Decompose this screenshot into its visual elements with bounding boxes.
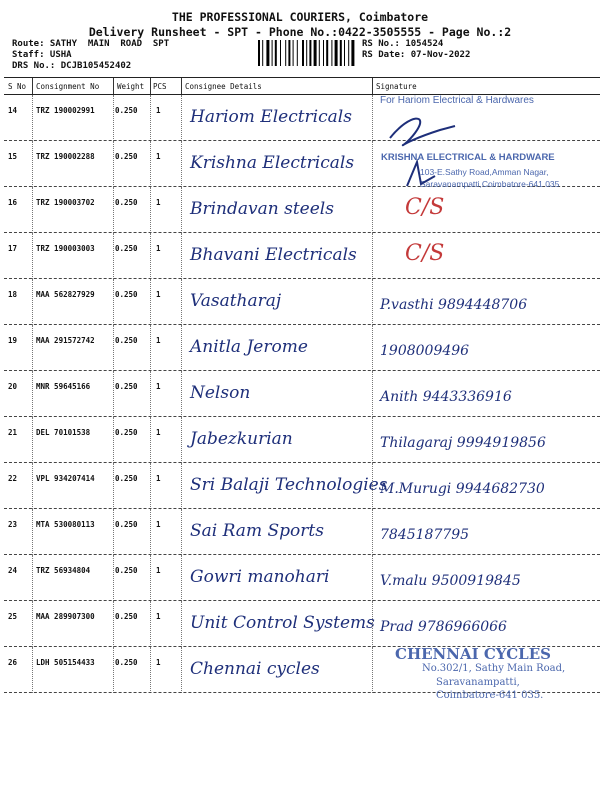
row-divider [181, 141, 182, 187]
signature-scribble [380, 108, 460, 148]
row-consignee: Sai Ram Sports [190, 521, 324, 541]
row-divider [32, 509, 33, 555]
col-divider [32, 78, 33, 94]
row-divider [150, 233, 151, 279]
row-divider [181, 233, 182, 279]
row-divider [32, 279, 33, 325]
row-divider [32, 187, 33, 233]
row-sno: 17 [8, 244, 18, 253]
row-pcs: 1 [156, 290, 161, 299]
row-consignment-no: VPL 934207414 [36, 474, 95, 483]
row-divider [181, 509, 182, 555]
table-row [0, 325, 600, 371]
col-divider [113, 78, 114, 94]
row-divider [372, 233, 373, 279]
row-pcs: 1 [156, 198, 161, 207]
row-pcs: 1 [156, 428, 161, 437]
row-consignee: Bhavani Electricals [190, 245, 357, 265]
row-signature: P.vasthi 9894448706 [380, 297, 528, 313]
table-row [0, 233, 600, 279]
krishna-stamp-address: Saravanampatti,Coimbatore-641 035 [420, 179, 560, 189]
col-sno-header: S No [8, 82, 27, 91]
row-pcs: 1 [156, 382, 161, 391]
row-sno: 23 [8, 520, 18, 529]
row-weight: 0.250 [115, 290, 138, 299]
row-consignee: Vasatharaj [190, 291, 282, 311]
row-consignment-no: MNR 59645166 [36, 382, 91, 391]
row-divider [181, 325, 182, 371]
row-pcs: 1 [156, 520, 161, 529]
row-weight: 0.250 [115, 566, 138, 575]
row-consignment-no: MAA 291572742 [36, 336, 95, 345]
row-divider [372, 555, 373, 601]
row-consignment-no: DEL 70101538 [36, 428, 91, 437]
company-heading: THE PROFESSIONAL COURIERS, Coimbatore [171, 10, 429, 24]
row-pcs: 1 [156, 566, 161, 575]
row-divider [372, 647, 373, 693]
row-divider [32, 233, 33, 279]
row-divider [32, 95, 33, 141]
barcode-bar [288, 40, 290, 66]
row-weight: 0.250 [115, 198, 138, 207]
row-sno: 14 [8, 106, 18, 115]
row-consignee: Chennai cycles [190, 659, 320, 679]
row-sno: 19 [8, 336, 18, 345]
row-divider [32, 325, 33, 371]
chennai-stamp-name: CHENNAI CYCLES [395, 645, 551, 663]
row-divider [181, 187, 182, 233]
row-divider [150, 141, 151, 187]
row-divider [32, 463, 33, 509]
row-divider [113, 187, 114, 233]
chennai-stamp-address: No.302/1, Sathy Main Road, [422, 663, 566, 674]
row-signature: C/S [405, 241, 445, 266]
row-consignee: Brindavan steels [190, 199, 334, 219]
row-signature: Thilagaraj 9994919856 [380, 435, 546, 451]
row-divider [113, 463, 114, 509]
row-sno: 21 [8, 428, 18, 437]
row-divider [181, 463, 182, 509]
barcode-bar [258, 40, 260, 66]
row-divider [113, 141, 114, 187]
row-pcs: 1 [156, 244, 161, 253]
row-sno: 16 [8, 198, 18, 207]
row-consignee: Unit Control Systems [190, 613, 375, 633]
row-consignment-no: MAA 562827929 [36, 290, 95, 299]
row-divider [150, 463, 151, 509]
row-divider [32, 141, 33, 187]
krishna-stamp-address: 103-E.Sathy Road,Amman Nagar, [420, 167, 549, 177]
row-weight: 0.250 [115, 520, 138, 529]
col-pcs-header: PCS [153, 82, 167, 91]
barcode-bar [306, 40, 307, 66]
barcode-bar [323, 40, 324, 66]
row-consignee: Jabezkurian [190, 429, 293, 449]
col-divider [372, 78, 373, 94]
row-sno: 20 [8, 382, 18, 391]
hariom-stamp: For Hariom Electrical & Hardwares [380, 95, 534, 106]
row-weight: 0.250 [115, 428, 138, 437]
row-weight: 0.250 [115, 658, 138, 667]
row-weight: 0.250 [115, 244, 138, 253]
row-divider [113, 279, 114, 325]
row-pcs: 1 [156, 336, 161, 345]
row-weight: 0.250 [115, 474, 138, 483]
row-divider [113, 601, 114, 647]
row-consignment-no: TRZ 190002288 [36, 152, 95, 161]
row-sno: 24 [8, 566, 18, 575]
header-rule [4, 77, 600, 78]
row-pcs: 1 [156, 152, 161, 161]
row-weight: 0.250 [115, 336, 138, 345]
row-consignee: Sri Balaji Technologies [190, 475, 388, 495]
row-divider [32, 601, 33, 647]
row-divider [372, 417, 373, 463]
row-divider [372, 601, 373, 647]
row-weight: 0.250 [115, 612, 138, 621]
row-divider [32, 555, 33, 601]
table-row [0, 601, 600, 647]
row-pcs: 1 [156, 658, 161, 667]
row-divider [113, 233, 114, 279]
row-sno: 25 [8, 612, 18, 621]
row-divider [181, 601, 182, 647]
row-divider [113, 509, 114, 555]
row-divider [113, 647, 114, 693]
row-consignee: Anitla Jerome [190, 337, 308, 357]
row-consignment-no: TRZ 190002991 [36, 106, 95, 115]
row-weight: 0.250 [115, 382, 138, 391]
barcode-bar [340, 40, 342, 66]
row-divider [372, 463, 373, 509]
row-divider [113, 371, 114, 417]
row-divider [181, 95, 182, 141]
row-divider [150, 647, 151, 693]
row-divider [113, 325, 114, 371]
krishna-stamp-name: KRISHNA ELECTRICAL & HARDWARE [381, 152, 555, 163]
barcode-bar [309, 40, 311, 66]
row-consignment-no: MAA 289907300 [36, 612, 95, 621]
col-signature-header: Signature [376, 82, 417, 91]
barcode-bar [319, 40, 320, 66]
row-consignment-no: TRZ 56934804 [36, 566, 91, 575]
row-consignment-no: TRZ 190003702 [36, 198, 95, 207]
barcode-bar [302, 40, 304, 66]
row-pcs: 1 [156, 106, 161, 115]
row-divider [372, 95, 373, 141]
row-divider [181, 279, 182, 325]
table-row [0, 417, 600, 463]
row-divider [150, 95, 151, 141]
row-sno: 22 [8, 474, 18, 483]
row-divider [150, 279, 151, 325]
row-signature: 1908009496 [380, 343, 470, 359]
row-divider [181, 417, 182, 463]
table-row [0, 555, 600, 601]
col-divider [150, 78, 151, 94]
row-signature: V.malu 9500919845 [380, 573, 521, 589]
staff-label: Staff: USHA [12, 50, 72, 60]
row-pcs: 1 [156, 612, 161, 621]
row-signature: C/S [405, 195, 445, 220]
barcode-bar [351, 40, 354, 66]
barcode-bar [272, 40, 273, 66]
barcode-bar [266, 40, 269, 66]
row-signature: 7845187795 [380, 527, 470, 543]
row-divider [150, 509, 151, 555]
row-divider [372, 509, 373, 555]
row-divider [113, 95, 114, 141]
row-weight: 0.250 [115, 152, 138, 161]
chennai-stamp-address: Coimbatore-641 035. [436, 690, 544, 701]
row-divider [150, 325, 151, 371]
table-row [0, 187, 600, 233]
row-sno: 26 [8, 658, 18, 667]
barcode-bar [331, 40, 332, 66]
signature-scribble [395, 158, 445, 190]
row-divider [372, 187, 373, 233]
row-divider [150, 187, 151, 233]
table-row [0, 509, 600, 555]
row-divider [32, 647, 33, 693]
col-weight-header: Weight [117, 82, 145, 91]
runsheet-title: Delivery Runsheet - SPT - Phone No.:0422-3505555 - Page No.:2 [88, 25, 512, 39]
barcode-bar [297, 40, 298, 66]
row-divider [113, 555, 114, 601]
table-row [0, 463, 600, 509]
row-divider [372, 325, 373, 371]
row-divider [150, 601, 151, 647]
row-consignee: Gowri manohari [190, 567, 330, 587]
row-divider [181, 555, 182, 601]
barcode-bar [280, 40, 281, 66]
col-consignment-header: Consignment No [36, 82, 100, 91]
route-label: Route: SATHY MAIN ROAD SPT [12, 39, 170, 49]
row-signature: Prad 9786966066 [380, 619, 507, 635]
row-divider [32, 417, 33, 463]
chennai-stamp-address: Saravanampatti, [436, 677, 520, 688]
row-signature: Anith 9443336916 [380, 389, 512, 405]
col-divider [181, 78, 182, 94]
barcode-bar [275, 40, 277, 66]
drs-number: DRS No.: DCJB105452402 [12, 61, 132, 71]
barcode-bar [262, 40, 263, 66]
row-pcs: 1 [156, 474, 161, 483]
barcode-bar [348, 40, 349, 66]
barcode-bar [314, 40, 317, 66]
row-weight: 0.250 [115, 106, 138, 115]
rs-date: RS Date: 07-Nov-2022 [362, 50, 471, 60]
row-consignment-no: TRZ 190003003 [36, 244, 95, 253]
row-divider [150, 417, 151, 463]
row-signature: M.Murugi 9944682730 [380, 481, 545, 497]
row-divider [372, 279, 373, 325]
row-sno: 18 [8, 290, 18, 299]
row-consignment-no: LDH 505154433 [36, 658, 95, 667]
barcode-bar [335, 40, 338, 66]
table-row [0, 371, 600, 417]
row-divider [150, 371, 151, 417]
barcode-bar [326, 40, 328, 66]
rs-number: RS No.: 1054524 [362, 39, 444, 49]
row-divider [181, 647, 182, 693]
row-divider [113, 417, 114, 463]
barcode-bar [285, 40, 286, 66]
barcode-bar [293, 40, 294, 66]
row-sno: 15 [8, 152, 18, 161]
row-consignment-no: MTA 530080113 [36, 520, 95, 529]
row-divider [150, 555, 151, 601]
row-consignee: Hariom Electricals [190, 107, 352, 127]
row-divider [32, 371, 33, 417]
row-consignee: Nelson [190, 383, 251, 403]
table-row [0, 279, 600, 325]
row-divider [372, 141, 373, 187]
barcode-bar [344, 40, 345, 66]
row-divider [372, 371, 373, 417]
barcode-icon [258, 40, 358, 66]
row-consignee: Krishna Electricals [190, 153, 355, 173]
row-divider [181, 371, 182, 417]
col-consignee-header: Consignee Details [185, 82, 262, 91]
